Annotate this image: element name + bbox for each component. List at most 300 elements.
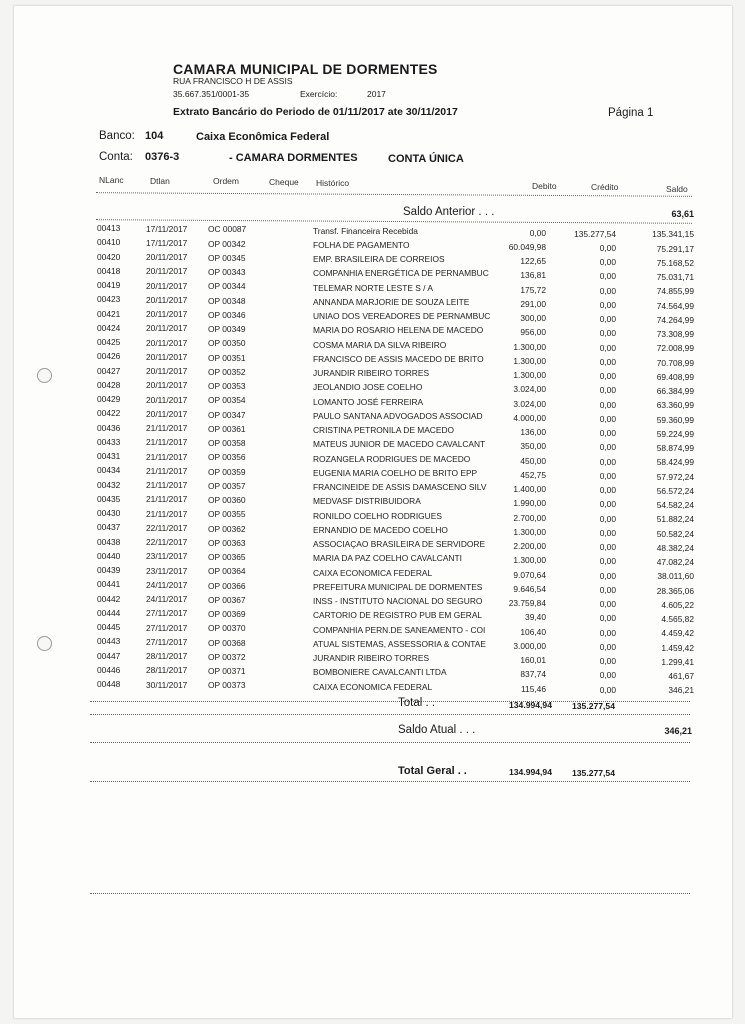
row-dtlan: 20/11/2017 [146,266,188,277]
row-historico: LOMANTO JOSÉ FERREIRA [313,396,424,407]
table-row [0,636,745,653]
row-ordem: OP 00349 [208,324,246,335]
exercicio-value: 2017 [367,89,386,99]
row-dtlan: 30/11/2017 [146,679,188,690]
row-nlanc: 00438 [97,536,121,547]
row-debito: 350,00 [520,441,546,452]
row-historico: ATUAL SISTEMAS, ASSESSORIA & CONTAE [313,638,486,649]
row-dtlan: 21/11/2017 [146,465,188,476]
row-ordem: OP 00358 [208,438,246,449]
row-nlanc: 00435 [97,493,121,504]
row-credito: 0,00 [599,385,616,396]
row-historico: JEOLANDIO JOSE COELHO [313,382,423,393]
saldo-atual-divider [90,742,690,743]
row-dtlan: 20/11/2017 [146,323,188,334]
row-credito: 0,00 [599,656,616,667]
conta-code: 0376-3 [145,151,180,163]
row-dtlan: 20/11/2017 [146,380,188,391]
row-saldo: 4.605,22 [661,599,694,610]
row-credito: 0,00 [599,285,616,296]
row-nlanc: 00440 [97,550,121,561]
row-nlanc: 00423 [97,294,121,305]
conta-name: - CAMARA DORMENTES [229,152,358,164]
row-debito: 1.300,00 [513,526,546,537]
row-ordem: OP 00357 [208,480,246,491]
row-nlanc: 00429 [97,394,121,404]
row-ordem: OC 00087 [208,224,247,235]
exercicio-label: Exercício: [300,89,338,99]
row-saldo: 4.459,42 [661,628,694,639]
total-geral-divider [90,781,690,782]
row-credito: 0,00 [599,314,616,325]
row-credito: 0,00 [599,513,616,524]
row-debito: 3.000,00 [513,640,546,651]
row-saldo: 28.365,06 [656,585,694,596]
table-row [0,337,745,354]
row-saldo: 50.582,24 [656,528,694,539]
row-ordem: OP 00351 [208,352,246,363]
org-name: CAMARA MUNICIPAL DE DORMENTES [173,61,438,77]
row-debito: 2.700,00 [513,512,546,523]
row-nlanc: 00434 [97,465,121,476]
row-nlanc: 00422 [97,408,121,419]
row-nlanc: 00428 [97,379,121,390]
row-debito: 291,00 [520,298,546,309]
table-row [0,594,745,608]
total-label: Total . . [398,697,436,709]
table-row [0,480,745,494]
saldo-atual-label: Saldo Atual . . . [398,724,476,736]
row-dtlan: 17/11/2017 [146,223,188,234]
row-dtlan: 21/11/2017 [146,423,188,434]
row-credito: 0,00 [599,556,616,567]
row-nlanc: 00433 [97,436,121,447]
total-debito: 134.994,94 [508,700,552,710]
row-debito: 175,72 [520,284,546,295]
row-historico: ERNANDIO DE MACEDO COELHO [313,524,448,535]
row-historico: COSMA MARIA DA SILVA RIBEIRO [313,339,447,350]
row-saldo: 1.299,41 [661,656,694,667]
row-saldo: 56.572,24 [656,485,694,496]
row-nlanc: 00443 [97,636,121,647]
col-debito: Debito [532,181,557,191]
row-dtlan: 20/11/2017 [146,252,188,263]
row-saldo: 57.972,24 [656,471,694,482]
row-debito: 1.990,00 [513,498,546,509]
row-credito: 0,00 [599,271,616,282]
row-dtlan: 27/11/2017 [146,636,188,647]
row-ordem: OP 00365 [208,552,246,563]
row-nlanc: 00421 [97,308,121,319]
row-nlanc: 00447 [97,650,121,661]
row-debito: 23.759,84 [508,598,546,609]
row-credito: 0,00 [599,299,616,310]
row-saldo: 58.874,99 [656,443,694,454]
row-ordem: OP 00354 [208,395,246,406]
row-ordem: OP 00356 [208,452,246,463]
row-nlanc: 00442 [97,593,121,604]
total-geral-debito: 134.994,94 [508,767,552,777]
row-credito: 0,00 [599,584,616,595]
row-historico: FOLHA DE PAGAMENTO [313,239,410,250]
table-row [0,366,745,380]
table-row [0,579,745,596]
row-historico: JURANDIR RIBEIRO TORRES [313,368,430,379]
row-saldo: 4.565,82 [661,614,694,625]
table-row [0,508,745,525]
row-nlanc: 00410 [97,237,121,248]
row-dtlan: 20/11/2017 [146,337,188,348]
row-debito: 122,65 [520,256,546,267]
row-ordem: OP 00342 [208,238,246,249]
row-historico: COMPANHIA PERN.DE SANEAMENTO - COI [313,624,486,635]
row-nlanc: 00432 [97,479,121,490]
row-historico: ANNANDA MARJORIE DE SOUZA LEITE [313,296,470,307]
row-credito: 0,00 [599,257,616,268]
row-nlanc: 00439 [97,565,121,575]
row-credito: 0,00 [599,399,616,410]
row-debito: 1.400,00 [513,484,546,495]
row-debito: 956,00 [520,327,546,338]
total-credito: 135.277,54 [571,701,615,711]
row-ordem: OP 00372 [208,651,246,662]
org-cnpj: 35.667.351/0001-35 [173,89,250,99]
row-credito: 0,00 [599,356,616,367]
row-ordem: OP 00371 [208,666,246,677]
row-saldo: 461,67 [668,671,694,682]
row-historico: FRANCINEIDE DE ASSIS DAMASCENO SILV [313,482,487,493]
row-historico: MATEUS JUNIOR DE MACEDO CAVALCANT [313,439,486,450]
row-credito: 0,00 [599,342,616,353]
row-saldo: 69.408,99 [656,371,694,382]
saldo-anterior-value: 63,61 [671,209,694,219]
col-ordem: Ordem [213,176,239,186]
row-credito: 0,00 [599,641,616,652]
saldo-anterior-label: Saldo Anterior . . . [403,206,495,218]
row-saldo: 51.882,24 [656,514,694,525]
row-ordem: OP 00348 [208,295,246,306]
table-row [0,565,745,582]
table-row [0,679,745,696]
table-row [0,465,745,482]
row-ordem: OP 00347 [208,409,246,420]
row-historico: EUGENIA MARIA COELHO DE BRITO EPP [313,467,478,478]
row-debito: 160,01 [520,655,546,666]
row-historico: FRANCISCO DE ASSIS MACEDO DE BRITO [313,353,484,364]
row-historico: BOMBONIERE CAVALCANTI LTDA [313,667,447,678]
row-dtlan: 22/11/2017 [146,537,188,548]
row-historico: TELEMAR NORTE LESTE S / A [313,282,433,293]
row-saldo: 72.008,99 [656,343,694,354]
row-nlanc: 00445 [97,622,121,632]
row-credito: 0,00 [599,613,616,624]
row-historico: MARIA DO ROSARIO HELENA DE MACEDO [313,325,484,336]
row-saldo: 66.384,99 [656,386,694,397]
row-historico: COMPANHIA ENERGÉTICA DE PERNAMBUC [313,268,489,279]
table-row [0,322,745,340]
row-ordem: OP 00368 [208,637,246,648]
table-row [0,351,745,368]
total-geral-credito: 135.277,54 [571,768,615,778]
table-row [0,436,745,454]
row-nlanc: 00448 [97,679,121,689]
row-credito: 0,00 [599,442,616,453]
row-debito: 3.024,00 [513,398,546,409]
row-nlanc: 00446 [97,664,121,675]
row-dtlan: 21/11/2017 [146,508,188,519]
table-row [0,522,745,539]
row-saldo: 74.564,99 [656,300,694,311]
row-ordem: OP 00361 [208,423,246,434]
extrato-title: Extrato Bancário do Periodo de 01/11/2017 ate 30/11/2017 [173,106,458,118]
row-saldo: 75.291,17 [656,243,694,254]
row-saldo: 75.168,52 [656,257,694,268]
row-nlanc: 00427 [97,365,121,376]
row-ordem: OP 00345 [208,252,246,263]
banco-code: 104 [145,130,164,142]
row-credito: 135.277,54 [574,228,616,239]
page-number: Página 1 [608,107,654,119]
col-dtlan: Dtlan [150,176,170,186]
row-saldo: 48.382,24 [656,542,694,553]
row-saldo: 63.360,99 [656,400,694,411]
row-debito: 4.000,00 [513,412,546,423]
row-debito: 60.049,98 [508,241,546,252]
row-nlanc: 00430 [97,508,121,518]
row-ordem: OP 00343 [208,267,246,278]
row-historico: EMP. BRASILEIRA DE CORREIOS [313,254,445,265]
table-row [0,280,745,297]
row-ordem: OP 00359 [208,466,246,477]
row-ordem: OP 00362 [208,523,246,534]
row-ordem: OP 00373 [208,680,246,691]
row-debito: 106,40 [520,626,546,637]
row-historico: INSS - INSTITUTO NACIONAL DO SEGURO [313,596,483,607]
row-saldo: 47.082,24 [656,557,694,568]
row-dtlan: 20/11/2017 [146,351,188,362]
row-saldo: 74.855,99 [656,286,694,297]
row-debito: 136,00 [520,427,546,438]
row-nlanc: 00444 [97,607,121,618]
row-dtlan: 20/11/2017 [146,294,188,305]
row-ordem: OP 00352 [208,366,246,377]
row-nlanc: 00437 [97,522,121,533]
table-row [0,537,745,551]
col-cheque: Cheque [269,177,299,187]
row-credito: 0,00 [599,599,616,610]
row-debito: 115,46 [521,683,546,694]
saldo-atual-value: 346,21 [664,726,692,736]
row-ordem: OP 00344 [208,281,246,292]
row-dtlan: 20/11/2017 [146,366,188,377]
row-historico: CRISTINA PETRONILA DE MACEDO [313,425,455,436]
row-historico: UNIAO DOS VEREADORES DE PERNAMBUC [313,311,491,322]
conta-type: CONTA ÚNICA [388,153,464,165]
row-saldo: 74.264,99 [656,314,694,325]
table-row [0,423,745,437]
row-credito: 0,00 [599,570,616,581]
row-historico: JURANDIR RIBEIRO TORRES [313,653,430,664]
row-debito: 450,00 [520,455,546,466]
total-geral-label: Total Geral . . [398,765,467,777]
row-dtlan: 20/11/2017 [146,394,188,405]
row-dtlan: 21/11/2017 [146,480,188,491]
row-dtlan: 23/11/2017 [146,565,188,576]
row-credito: 0,00 [599,470,616,481]
row-saldo: 59.360,99 [656,414,694,425]
row-credito: 0,00 [599,328,616,339]
table-row [0,252,745,266]
row-historico: ASSOCIAÇAO BRASILEIRA DE SERVIDORE [313,539,486,550]
row-debito: 9.646,54 [513,583,546,594]
row-ordem: OP 00353 [208,381,246,392]
row-credito: 0,00 [599,627,616,638]
row-debito: 2.200,00 [513,541,546,552]
row-debito: 39,40 [525,612,546,623]
table-row [0,294,745,311]
row-dtlan: 20/11/2017 [146,280,188,291]
row-ordem: OP 00360 [208,495,246,506]
table-row [0,379,745,397]
row-ordem: OP 00370 [208,623,246,634]
row-debito: 1.300,00 [513,341,546,352]
row-dtlan: 27/11/2017 [146,608,188,619]
table-row [0,651,745,665]
row-debito: 0,00 [529,227,546,238]
row-debito: 1.300,00 [513,555,546,566]
row-saldo: 54.582,24 [656,500,694,511]
row-historico: CARTORIO DE REGISTRO PUB EM GERAL [313,610,483,621]
table-row [0,664,745,682]
row-historico: PAULO SANTANA ADVOGADOS ASSOCIAD [313,410,483,421]
row-debito: 136,81 [520,270,546,281]
row-credito: 0,00 [599,485,616,496]
banco-name: Caixa Econômica Federal [196,131,330,143]
row-historico: Transf. Financeira Recebida [313,225,418,236]
row-nlanc: 00431 [97,451,121,461]
row-nlanc: 00418 [97,265,121,276]
row-debito: 837,74 [520,669,546,680]
row-credito: 0,00 [599,242,616,253]
row-nlanc: 00419 [97,280,121,290]
row-debito: 1.300,00 [513,355,546,366]
col-nlanc: NLanc [99,175,124,185]
footer-divider [90,893,690,894]
row-dtlan: 28/11/2017 [146,651,188,662]
row-dtlan: 22/11/2017 [146,522,188,533]
table-row [0,237,745,254]
row-saldo: 75.031,71 [656,272,694,283]
table-row [0,607,745,625]
row-historico: PREFEITURA MUNICIPAL DE DORMENTES [313,581,483,592]
table-row [0,408,745,425]
row-saldo: 1.459,42 [661,642,694,653]
row-dtlan: 27/11/2017 [146,622,188,633]
row-credito: 0,00 [599,542,616,553]
row-historico: RONILDO COELHO RODRIGUES [313,510,442,521]
row-ordem: OP 00366 [208,580,246,591]
conta-label: Conta: [99,151,133,163]
row-ordem: OP 00369 [208,609,246,620]
row-historico: ROZANGELA RODRIGUES DE MACEDO [313,453,471,464]
row-credito: 0,00 [599,670,616,681]
row-debito: 452,75 [520,469,546,480]
row-debito: 300,00 [520,313,546,324]
row-nlanc: 00425 [97,337,121,347]
row-dtlan: 21/11/2017 [146,494,188,505]
row-dtlan: 17/11/2017 [146,237,188,248]
row-dtlan: 21/11/2017 [146,451,188,462]
row-historico: MARIA DA PAZ COELHO CAVALCANTI [313,553,462,564]
row-dtlan: 21/11/2017 [146,437,188,448]
row-credito: 0,00 [599,684,616,695]
row-ordem: OP 00363 [208,537,246,548]
row-saldo: 346,21 [668,685,694,696]
row-dtlan: 24/11/2017 [146,579,188,590]
col-credito: Crédito [591,182,619,192]
table-row [0,265,745,283]
row-saldo: 58.424,99 [656,457,694,468]
row-credito: 0,00 [599,499,616,510]
row-nlanc: 00441 [97,579,121,590]
row-saldo: 59.224,99 [656,428,694,439]
row-credito: 0,00 [599,428,616,439]
row-credito: 0,00 [599,456,616,467]
row-ordem: OP 00350 [208,338,246,349]
row-dtlan: 23/11/2017 [146,551,188,562]
row-dtlan: 24/11/2017 [146,594,188,605]
row-nlanc: 00436 [97,422,121,433]
row-dtlan: 20/11/2017 [146,408,188,419]
row-nlanc: 00413 [97,223,121,233]
row-saldo: 135.341,15 [652,229,694,240]
table-row [0,309,745,323]
table-row [0,223,745,240]
row-nlanc: 00424 [97,322,121,333]
row-ordem: OP 00364 [208,566,246,577]
col-saldo: Saldo [666,184,688,194]
row-debito: 9.070,64 [513,569,546,580]
col-historico: Histórico [316,178,350,188]
row-debito: 3.024,00 [513,384,546,395]
table-row [0,622,745,639]
table-row [0,493,745,511]
row-dtlan: 28/11/2017 [146,665,188,676]
row-saldo: 70.708,99 [656,357,694,368]
table-row [0,394,745,411]
row-historico: MEDVASF DISTRIBUIDORA [313,496,421,507]
row-historico: CAIXA ECONOMICA FEDERAL [313,567,433,578]
row-nlanc: 00420 [97,251,121,262]
row-saldo: 38.011,60 [657,571,694,582]
row-credito: 0,00 [599,413,616,424]
table-row [0,550,745,568]
row-saldo: 73.308,99 [656,329,694,340]
total-divider-bottom [90,714,690,715]
row-dtlan: 20/11/2017 [146,309,188,320]
row-nlanc: 00426 [97,351,121,362]
org-address: RUA FRANCISCO H DE ASSIS [173,76,293,86]
banco-label: Banco: [99,130,135,142]
table-row [0,451,745,468]
row-ordem: OP 00346 [208,309,246,320]
row-historico: CAIXA ECONOMICA FEDERAL [313,681,433,692]
row-credito: 0,00 [599,371,616,382]
row-debito: 1.300,00 [513,370,546,381]
row-ordem: OP 00367 [208,594,246,605]
row-ordem: OP 00355 [208,509,246,520]
row-credito: 0,00 [599,527,616,538]
